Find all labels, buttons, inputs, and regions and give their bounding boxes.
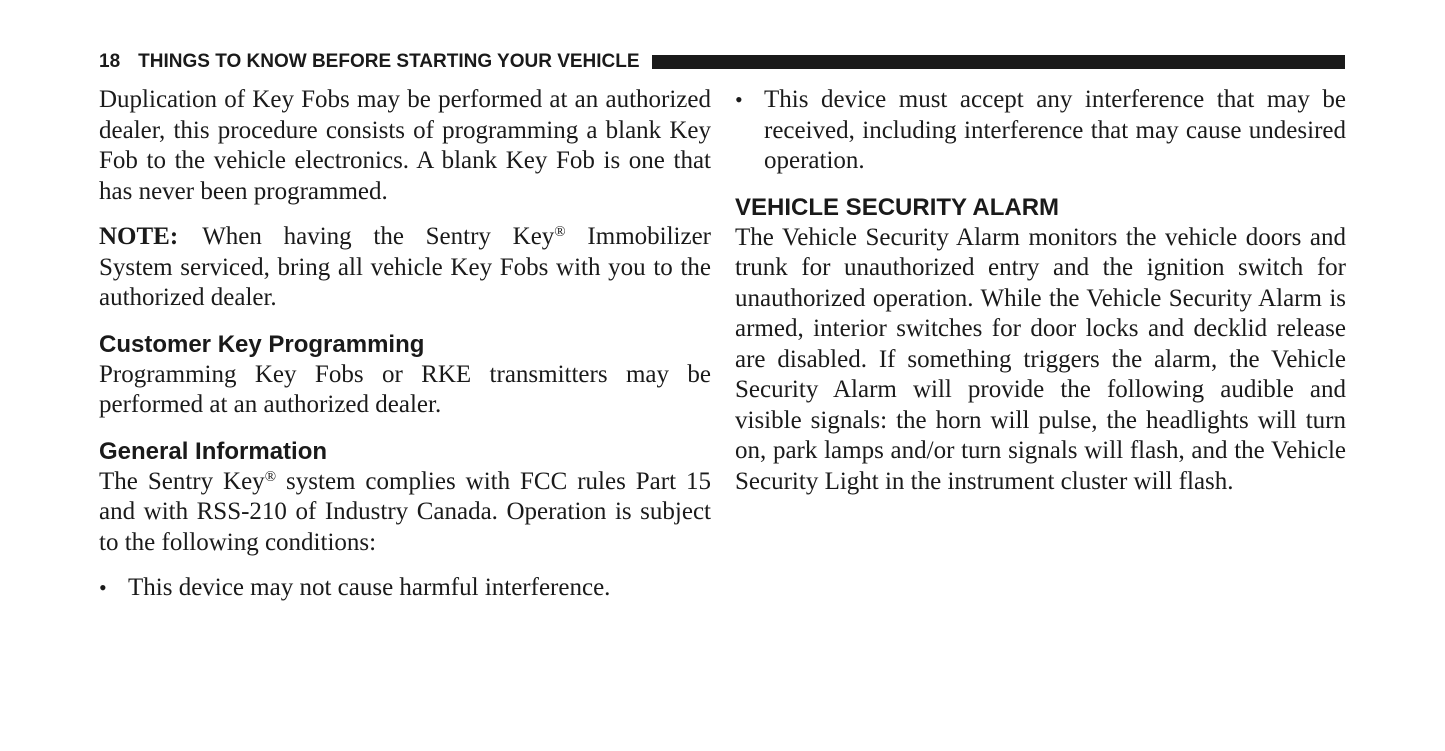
- heading-customer-key-programming: Customer Key Programming: [99, 330, 425, 358]
- heading-general-information: General Information: [99, 437, 328, 465]
- page-number: 18: [99, 51, 121, 72]
- bullet-icon: •: [99, 575, 107, 600]
- note-paragraph: [99, 222, 711, 314]
- bullet-icon: •: [735, 87, 743, 112]
- note-text-b: Immobilizer System serviced, bring all vehicle Key Fobs with you to the authorized dealer.: [99, 223, 711, 311]
- fcc-text-a: The Sentry Key: [99, 467, 265, 495]
- header-rule: [652, 55, 1345, 69]
- paragraph-security-alarm: The Vehicle Security Alarm monitors the vehicle doors and trunk for unauthorized entry and the ignition switch for unauthorized operation. While the Vehicle Security Alarm is armed, interior switches for door locks and decklid release are disabled. If something triggers the alarm, the Vehicle Security Alarm will provide the following audible and visible signals: the horn will pulse, the headlights will turn on, park lamps and/or turn signals will flash, and the Vehicle Security Light in the instrument cluster will flash.: [735, 223, 1346, 495]
- left-column: [99, 85, 711, 604]
- list-item: [735, 85, 1346, 177]
- fcc-text-b: system complies with FCC rules Part 15 and with RSS-210 of Industry Canada. Operation is subject to the following conditions:: [99, 467, 711, 556]
- paragraph-fcc: [99, 467, 711, 559]
- note-label: NOTE:: [99, 223, 179, 250]
- bullet-text: This device may not cause harmful interference.: [128, 574, 611, 601]
- bullet-text: This device must accept any interference that may be received, including interference that may cause undesired operation.: [764, 86, 1346, 174]
- page-header: [99, 50, 1345, 74]
- right-column: [735, 85, 1346, 497]
- list-item: [99, 573, 711, 604]
- paragraph-programming: Programming Key Fobs or RKE transmitters may be performed at an authorized dealer.: [99, 360, 711, 418]
- paragraph-duplication: Duplication of Key Fobs may be performed at an authorized dealer, this procedure consists of programming a blank Key Fob to the vehicle electronics. A blank Key Fob is one that has never been programmed.: [99, 86, 711, 205]
- heading-vehicle-security-alarm: VEHICLE SECURITY ALARM: [735, 193, 1060, 221]
- running-title: THINGS TO KNOW BEFORE STARTING YOUR VEHICLE: [138, 51, 640, 72]
- note-text-a: When having the Sentry Key: [202, 223, 555, 250]
- registered-mark: ®: [554, 224, 566, 240]
- registered-mark: ®: [264, 468, 277, 485]
